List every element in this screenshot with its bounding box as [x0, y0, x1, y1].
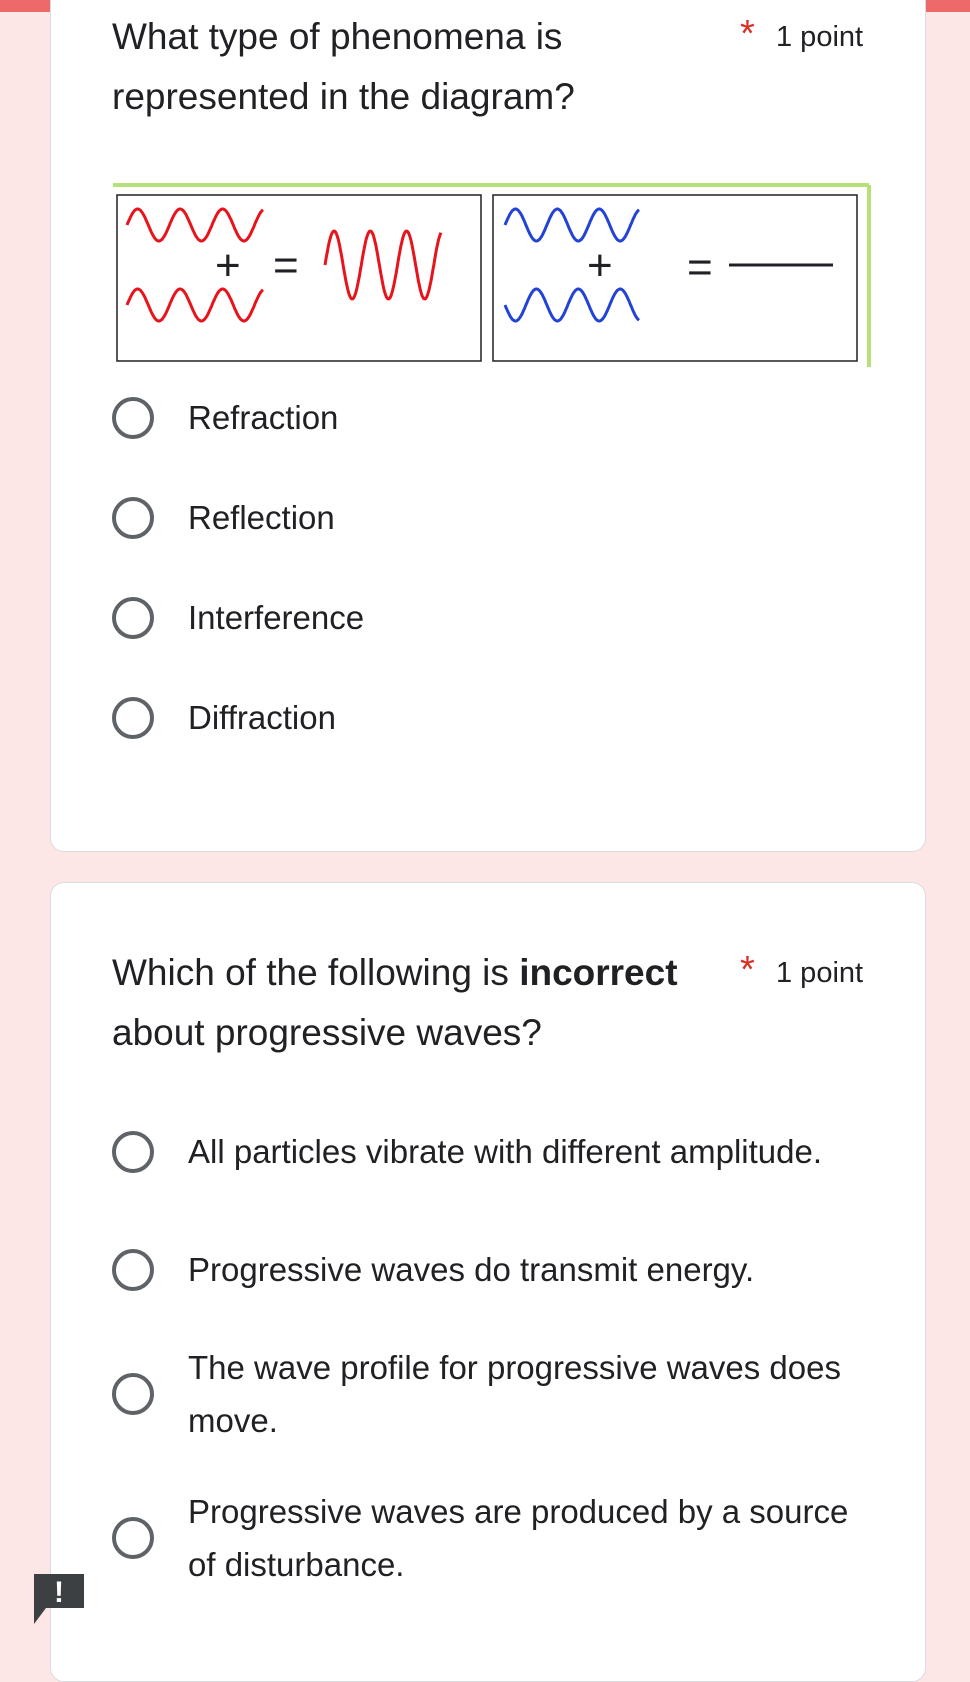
question-header-1 — [112, 7, 875, 127]
exclamation-icon[interactable] — [34, 1574, 84, 1624]
equals-sign: = — [687, 243, 713, 292]
radio-button[interactable] — [112, 1249, 154, 1291]
option-label: Diffraction — [188, 699, 336, 736]
option-diffraction[interactable] — [112, 691, 885, 744]
required-asterisk: * — [740, 949, 755, 991]
question-text-emphasis: incorrect — [519, 952, 678, 993]
option-1[interactable] — [112, 1125, 885, 1178]
option-label: Progressive waves do transmit energy. — [188, 1251, 755, 1288]
option-refraction[interactable] — [112, 391, 885, 444]
option-label: Interference — [188, 599, 365, 636]
question-points-1: 1 point — [776, 21, 864, 53]
radio-button[interactable] — [112, 1131, 154, 1173]
radio-button[interactable] — [112, 1373, 154, 1415]
question-text: about progressive waves? — [112, 1012, 542, 1053]
exclamation-glyph: ! — [54, 1576, 64, 1609]
question-title-1: What type of phenomena is represented in the diagram? — [112, 16, 575, 117]
option-reflection[interactable] — [112, 491, 885, 544]
option-label: Reflection — [188, 499, 335, 536]
option-2[interactable] — [112, 1243, 885, 1296]
plus-sign: + — [215, 241, 241, 290]
question-title-2 — [112, 943, 752, 1063]
radio-button[interactable] — [112, 397, 154, 439]
option-label: Refraction — [188, 399, 339, 436]
radio-button[interactable] — [112, 1517, 154, 1559]
question-header-2 — [112, 943, 875, 1063]
option-interference[interactable] — [112, 591, 885, 644]
option-4[interactable] — [112, 1485, 885, 1591]
question-card-2 — [50, 882, 926, 1682]
required-asterisk: * — [740, 13, 755, 55]
radio-button[interactable] — [112, 597, 154, 639]
equals-sign: = — [273, 241, 299, 290]
option-label: All particles vibrate with different amplitude. — [188, 1133, 823, 1170]
question-points-2: 1 point — [776, 957, 864, 989]
plus-sign: + — [587, 241, 613, 290]
option-label: The wave profile for progressive waves does move. — [188, 1349, 841, 1439]
option-3[interactable] — [112, 1341, 885, 1447]
wave-interference-diagram — [113, 183, 873, 367]
radio-button[interactable] — [112, 697, 154, 739]
question-card-1 — [50, 0, 926, 852]
radio-button[interactable] — [112, 497, 154, 539]
question-text: Which of the following is — [112, 952, 520, 993]
option-label: Progressive waves are produced by a source of disturbance. — [188, 1493, 849, 1583]
